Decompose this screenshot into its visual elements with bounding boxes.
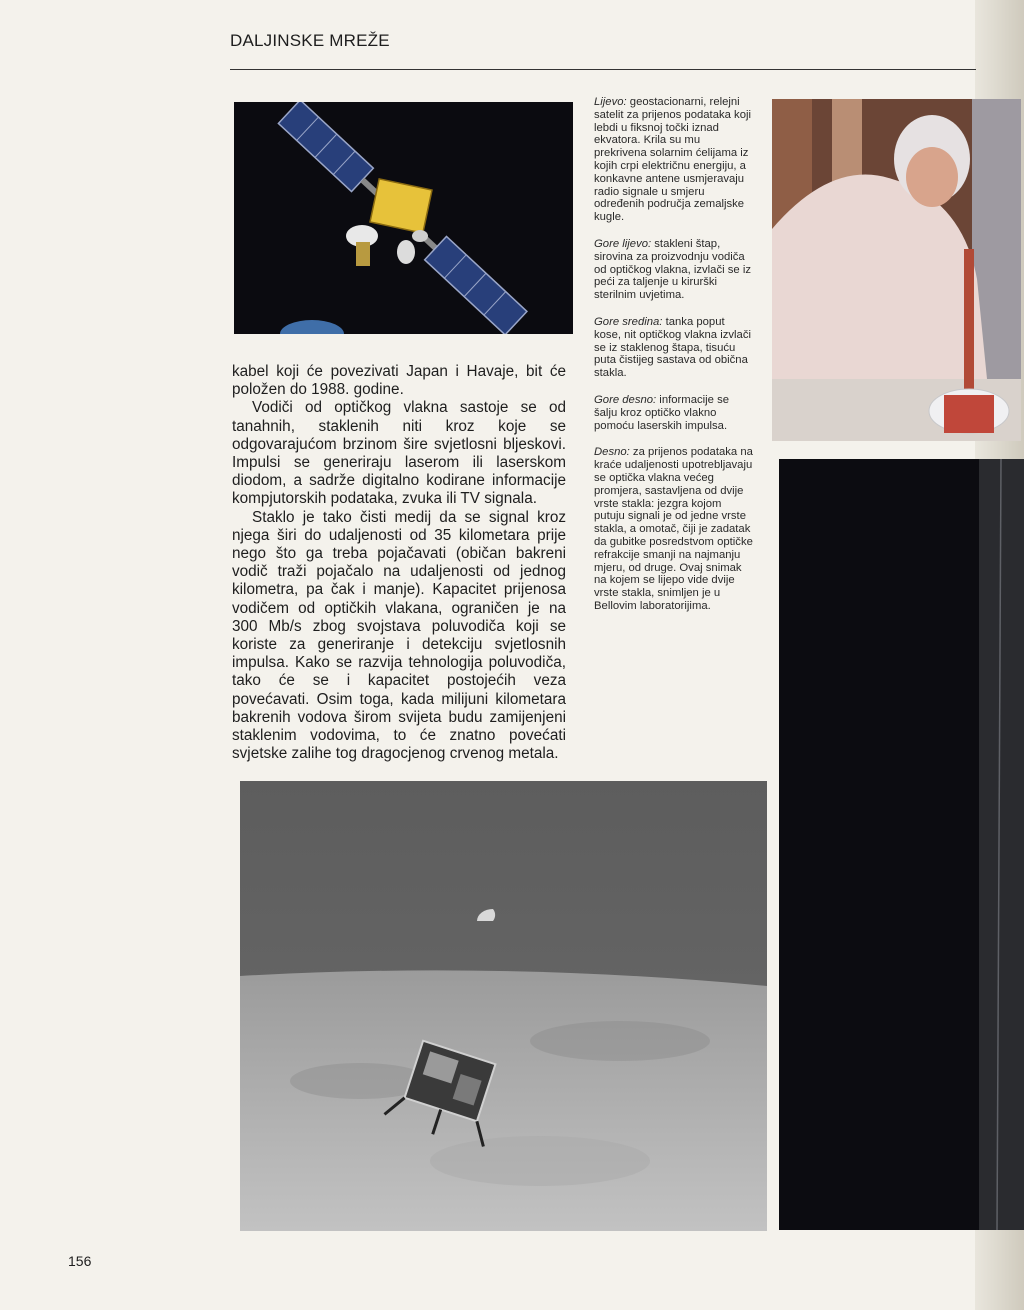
lab-worker-photo [772,99,1021,441]
header-rule [230,69,976,70]
page-number: 156 [68,1253,92,1269]
body-text [232,363,566,763]
body-paragraph: Vodiči od optičkog vlakna sastoje se od tanahnih, staklenih niti kroz koje se odgovarajućom brzinom šire svjetlosni bljeskovi. Impulsi se generiraju laserom ili laserskom diodom, a sadrže digitalno kodirane informacije kompjutorskih podataka, zvuka ili TV signala. [232,399,566,508]
captions-column [594,96,754,627]
satellite-photo [234,102,573,334]
caption-laser-pulses: Gore desno: informacije se šalju kroz optičko vlakno pomoću laserskih impulsa. [594,393,730,432]
optical-fiber-photo [779,459,1024,1230]
caption-glass-rod: Gore lijevo: stakleni štap, sirovina za proizvodnju vodiča od optičkog vlakna, izvlači se iz peći za taljenje u kirurški sterilnim uvjetima. [594,237,751,302]
caption-bell-labs: Desno: za prijenos podataka na kraće udaljenosti upotrebljavaju se optička vlakna većeg promjera, sastavljena od dvije vrste stakla: jezgra kojom putuju signali je od jedne vrste stakla, a omotač, čiji je zadatak da gubitke posredstvom optičke refrakcije smanji na najmanju mjeru, od druge. Ovaj snimak na kojem se lijepo vide dvije vrste stakla, snimljen je u Bellovim laboratorijima. [594,446,753,612]
caption-satellite: Lijevo: geostacionarni, relejni satelit za prijenos podataka koji lebdi u fiksnoj točki iznad ekvatora. Krila su mu prekrivena solarnim ćelijama iz kojih crpi električnu energiju, a konkavne antene usmjeravaju radio signale u smjeru određenih područja zemaljske kugle. [594,96,751,224]
body-paragraph: kabel koji će povezivati Japan i Havaje, bit će položen do 1988. godine. [232,363,566,399]
caption-fiber-strand: Gore sredina: tanka poput kose, nit optičkog vlakna izvlači se iz staklenog štapa, tisuću puta čistijeg sastava od obična stakla. [594,315,751,380]
body-paragraph: Staklo je tako čisti medij da se signal kroz njega širi do udaljenosti od 35 kilometara prije nego što ga treba pojačavati (običan bakreni vodič traži pojačalo na udaljenosti od jednog kilometra, pa čak i manje). Kapacitet prijenosa vodičem od optičkih vlakana, ograničen je na 300 Mb/s zbog svojstava poluvodiča koji se koriste za generiranje i detekciju svjetlosnih impulsa. Kako se razvija tehnologija poluvodiča, tako će se i kapacitet postojećih veza povećavati. Osim toga, kada milijuni kilometara bakrenih vodova širom svijeta budu zamijenjeni staklenim vodovima, to će znatno povećati svjetske zalihe tog dragocjenog crvenog metala. [232,508,566,763]
section-title: DALJINSKE MREŽE [230,31,390,50]
moon-lunar-module-photo [240,781,767,1231]
